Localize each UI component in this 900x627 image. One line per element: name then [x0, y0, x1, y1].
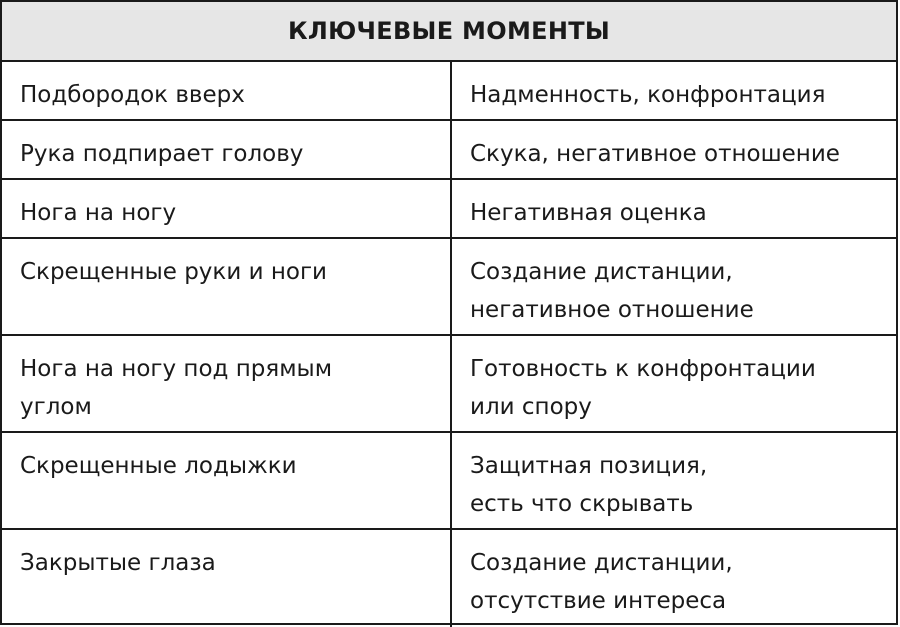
- cell-text: Создание дистанции,: [470, 259, 733, 285]
- table-title: КЛЮЧЕВЫЕ МОМЕНТЫ: [287, 17, 611, 45]
- gesture-cell: [2, 336, 452, 431]
- cell-text: отсутствие интереса: [470, 588, 727, 614]
- cell-text: Надменность, конфронтация: [470, 82, 826, 108]
- cell-text: Нога на ногу под прямым: [20, 356, 333, 382]
- gesture-cell: [2, 62, 452, 119]
- cell-text: Скрещенные руки и ноги: [20, 259, 327, 285]
- table-row: [2, 433, 896, 530]
- meaning-cell: [452, 530, 896, 627]
- meaning-cell: [452, 239, 896, 334]
- table-row: [2, 180, 896, 239]
- table-header: [2, 2, 896, 62]
- gesture-cell: [2, 121, 452, 178]
- cell-text: Готовность к конфронтации: [470, 356, 816, 382]
- gesture-cell: [2, 530, 452, 627]
- cell-text: Создание дистанции,: [470, 550, 733, 576]
- meaning-cell: [452, 62, 896, 119]
- cell-text: Скрещенные лодыжки: [20, 453, 297, 479]
- meaning-cell: [452, 121, 896, 178]
- table-row: [2, 336, 896, 433]
- cell-text: Подбородок вверх: [20, 82, 245, 108]
- cell-text: негативное отношение: [470, 297, 754, 323]
- cell-text: Нога на ногу: [20, 200, 177, 226]
- gesture-cell: [2, 433, 452, 528]
- meaning-cell: [452, 433, 896, 528]
- gesture-cell: [2, 180, 452, 237]
- cell-text: Защитная позиция,: [470, 453, 708, 479]
- meaning-cell: [452, 336, 896, 431]
- cell-text: Негативная оценка: [470, 200, 707, 226]
- cell-text: Скука, негативное отношение: [470, 141, 840, 167]
- cell-text: есть что скрывать: [470, 491, 694, 517]
- table-row: [2, 239, 896, 336]
- cell-text: или спору: [470, 394, 592, 420]
- table-row: [2, 121, 896, 180]
- cell-text: углом: [20, 394, 92, 420]
- table-row: [2, 530, 896, 627]
- gesture-cell: [2, 239, 452, 334]
- table-row: [2, 62, 896, 121]
- cell-text: Рука подпирает голову: [20, 141, 304, 167]
- meaning-cell: [452, 180, 896, 237]
- cell-text: Закрытые глаза: [20, 550, 216, 576]
